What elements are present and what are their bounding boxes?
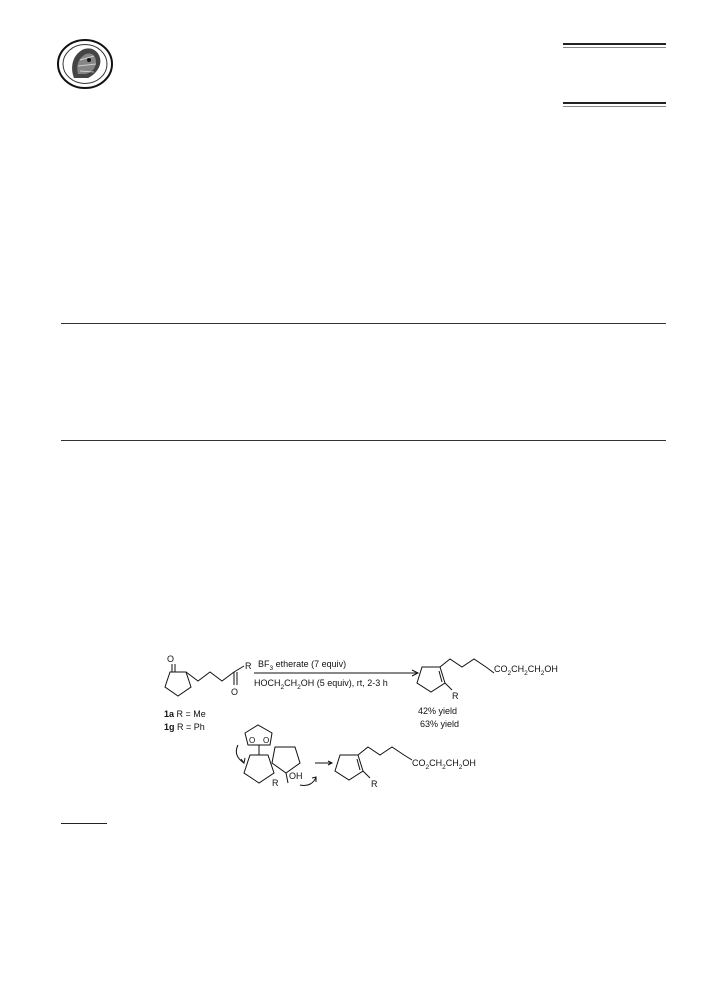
compound-1a: 1a R = Me <box>164 709 206 719</box>
reaction-scheme <box>150 645 590 800</box>
product2-ester: $CO_2CH_2CH_2OH$ <box>412 758 476 771</box>
header-rule-top <box>563 43 666 48</box>
intermediate-oh: OH <box>289 771 303 781</box>
intermediate-r: R <box>272 778 279 788</box>
substrate-side-o: O <box>231 687 239 697</box>
substrate-r: R <box>245 661 252 671</box>
intermediate-o2: O <box>263 736 270 745</box>
reagent-top: $BF_3$ etherate (7 equiv) <box>258 659 347 672</box>
abstract-rule-bottom <box>61 440 666 441</box>
compound-1g: 1g R = Ph <box>164 722 205 732</box>
product-ester: $CO_2CH_2CH_2OH$ <box>494 664 558 677</box>
reagent-bottom: $HOCH_2CH_2OH$ (5 equiv), rt, 2-3 h <box>254 678 388 691</box>
product2-r: R <box>371 779 378 789</box>
footnote-rule <box>61 823 107 824</box>
yield-1a: 42% yield <box>418 706 458 716</box>
substrate-ketone-o: O <box>167 654 175 664</box>
product-r: R <box>452 691 459 701</box>
header-rule-bottom <box>563 102 666 107</box>
elsevier-tree-seal-icon <box>56 38 114 90</box>
intermediate-o1: O <box>249 736 256 745</box>
yield-1g: 63% yield <box>420 719 460 729</box>
abstract-rule-top <box>61 323 666 324</box>
